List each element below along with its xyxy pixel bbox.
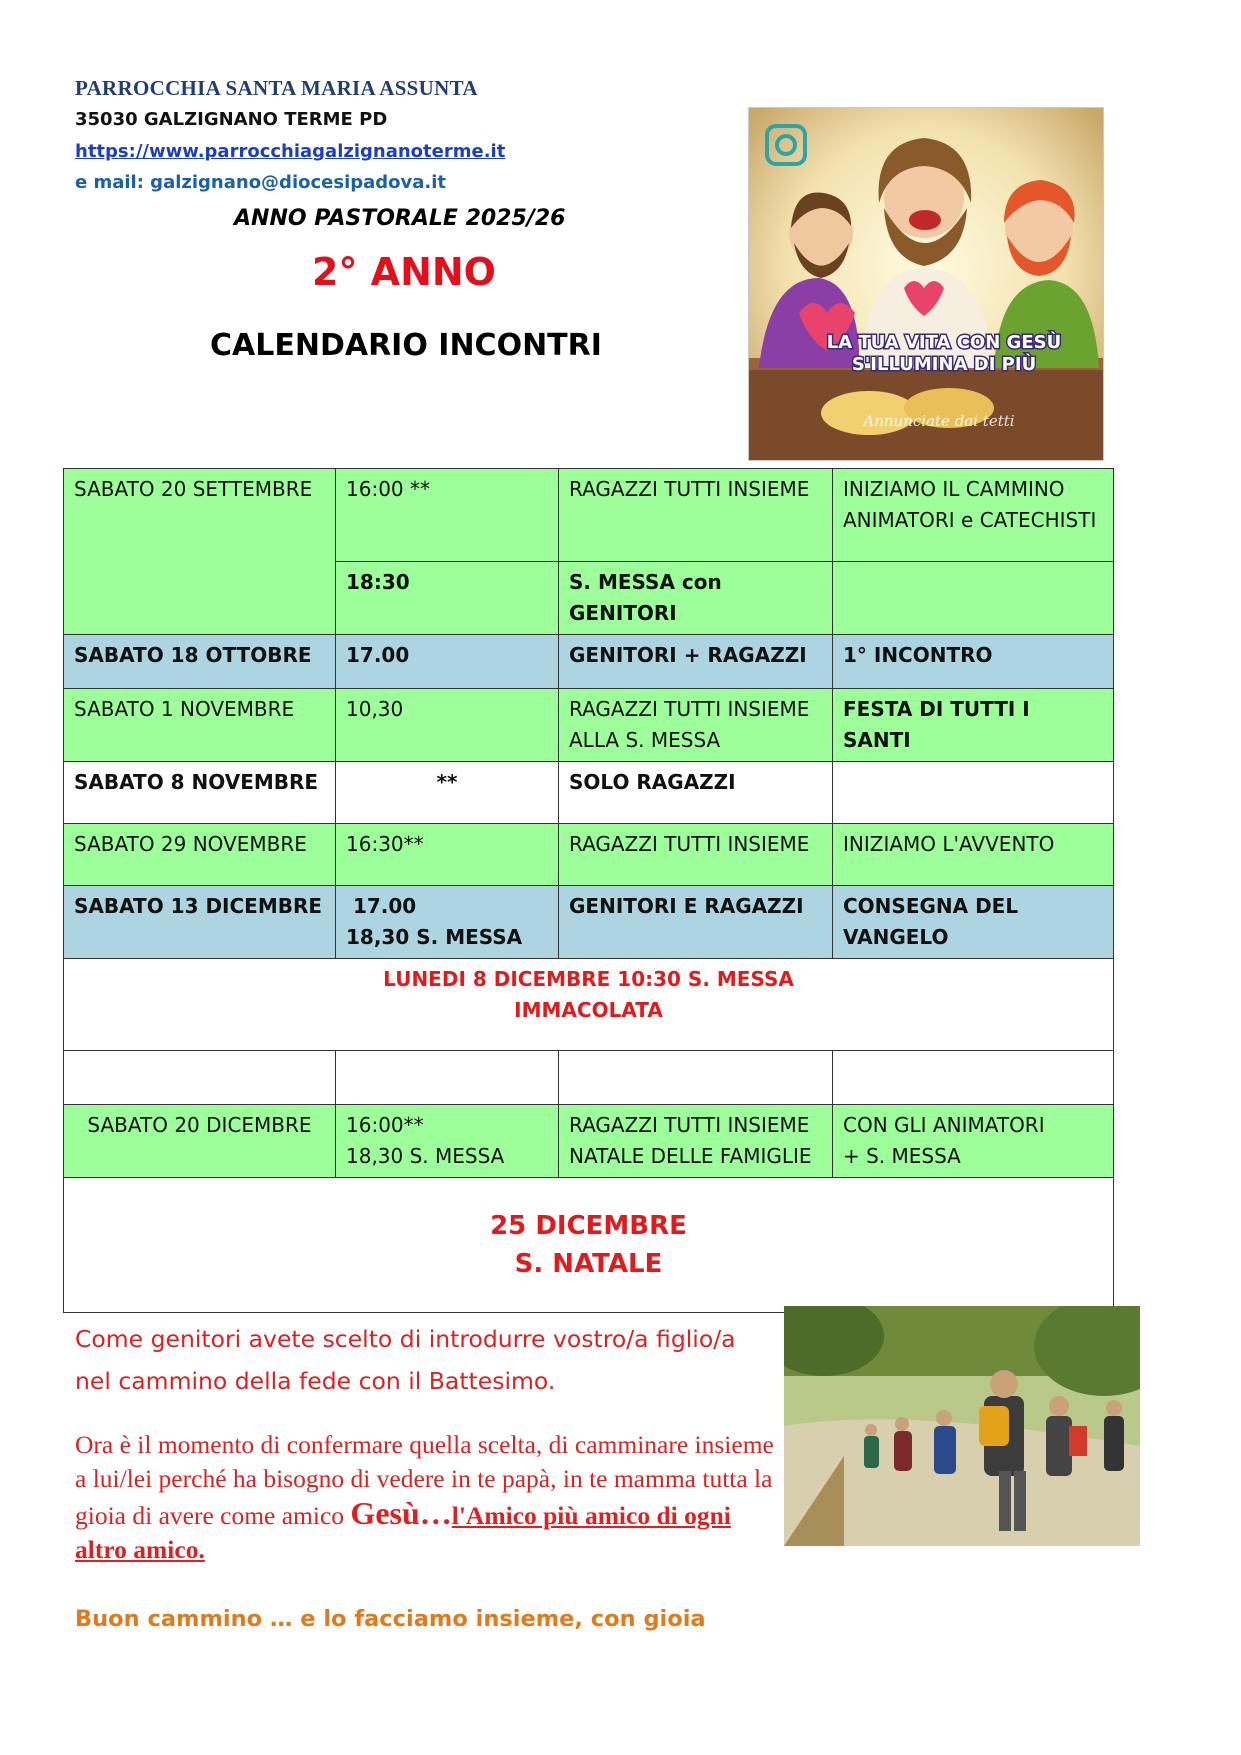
row8-time-cell: [336, 1105, 559, 1178]
message-p2-text: Ora è il momento di confermare quella scelta, di camminare insieme a lui/lei perché ha bisogno di vedere in te papà, in te mamma tutta la gioia di avere come amico: [75, 1430, 774, 1530]
row6-note: INIZIAMO L'AVVENTO: [833, 824, 1114, 886]
row5-who: SOLO RAGAZZI: [559, 762, 833, 824]
immacolata-cell: [64, 959, 1114, 1051]
row4-who: RAGAZZI TUTTI INSIEME ALLA S. MESSA: [559, 689, 833, 762]
row7-time-cell: [336, 886, 559, 959]
message-paragraph-2: [75, 1428, 785, 1567]
poster-line-1: LA TUA VITA CON GESÙ: [826, 332, 1062, 353]
row3-note: 1° INCONTRO: [833, 635, 1114, 689]
parish-name: PARROCCHIA SANTA MARIA ASSUNTA: [75, 76, 478, 100]
message-p2-amico: l'Amico più amico di ogni altro amico.: [75, 1501, 731, 1564]
message-paragraph-1: Come genitori avete scelto di introdurre vostro/a figlio/a nel cammino della fede con il Battesimo.: [75, 1325, 736, 1395]
row3-time: 17.00: [336, 635, 559, 689]
calendar-title: CALENDARIO INCONTRI: [210, 328, 602, 363]
empty-cell: [336, 1051, 559, 1105]
row4-time: 10,30: [336, 689, 559, 762]
row7-date: SABATO 13 DICEMBRE: [64, 886, 336, 959]
poster-illustration: [748, 107, 1104, 461]
row7-note: CONSEGNA DEL VANGELO: [833, 886, 1114, 959]
row8-note-cell: [833, 1105, 1114, 1178]
row5-time: **: [336, 762, 559, 824]
row5-date: SABATO 8 NOVEMBRE: [64, 762, 336, 824]
row1-who: RAGAZZI TUTTI INSIEME: [559, 469, 833, 562]
row7-who: GENITORI E RAGAZZI: [559, 886, 833, 959]
poster-line-2: S'ILLUMINA DI PIÙ: [851, 354, 1037, 375]
row8-note2: + S. MESSA: [843, 1144, 961, 1168]
schedule-table: [63, 468, 1114, 1313]
row2-who: S. MESSA con GENITORI: [559, 562, 833, 635]
natale-line-2: S. NATALE: [514, 1249, 663, 1279]
row8-date: SABATO 20 DICEMBRE: [64, 1105, 336, 1178]
row4-note: FESTA DI TUTTI I SANTI: [833, 689, 1114, 762]
row6-date: SABATO 29 NOVEMBRE: [64, 824, 336, 886]
row3-who: GENITORI + RAGAZZI: [559, 635, 833, 689]
row8-who-cell: [559, 1105, 833, 1178]
immacolata-line-2: IMMACOLATA: [514, 998, 663, 1022]
row5-note: [833, 762, 1114, 824]
closing-line: Buon cammino … e lo facciamo insieme, con gioia: [75, 1606, 706, 1632]
row7-time: 17.00: [346, 894, 417, 918]
row6-who: RAGAZZI TUTTI INSIEME: [559, 824, 833, 886]
row2-note: [833, 562, 1114, 635]
row1-date: SABATO 20 SETTEMBRE: [64, 469, 336, 635]
row8-time2: 18,30 S. MESSA: [346, 1144, 505, 1168]
message-p2-gesu: Gesù…: [350, 1495, 452, 1531]
row4-date: SABATO 1 NOVEMBRE: [64, 689, 336, 762]
website-link[interactable]: https://www.parrocchiagalzignanoterme.it: [75, 141, 506, 162]
parish-address: 35030 GALZIGNANO TERME PD: [75, 109, 388, 130]
row1-time: 16:00 **: [336, 469, 559, 562]
email-text[interactable]: e mail: galzignano@diocesipadova.it: [75, 172, 447, 193]
natale-cell: [64, 1178, 1114, 1313]
row8-note: CON GLI ANIMATORI: [843, 1113, 1045, 1137]
year-heading: 2° ANNO: [312, 250, 496, 294]
row8-time: 16:00**: [346, 1113, 424, 1137]
empty-cell: [559, 1051, 833, 1105]
row1-note: INIZIAMO IL CAMMINO ANIMATORI e CATECHISTI: [833, 469, 1114, 562]
natale-line-1: 25 DICEMBRE: [490, 1211, 687, 1241]
row3-date: SABATO 18 OTTOBRE: [64, 635, 336, 689]
row8-who: RAGAZZI TUTTI INSIEME: [569, 1113, 810, 1137]
immacolata-line-1: LUNEDI 8 DICEMBRE 10:30 S. MESSA: [383, 967, 794, 991]
row7-time2: 18,30 S. MESSA: [346, 925, 523, 949]
row8-who2: NATALE DELLE FAMIGLIE: [569, 1144, 812, 1168]
empty-cell: [64, 1051, 336, 1105]
row2-time: 18:30: [336, 562, 559, 635]
row6-time: 16:30**: [336, 824, 559, 886]
hiking-photo: [784, 1306, 1140, 1546]
poster-caption: Annunciate dai tetti: [863, 412, 1015, 430]
pastoral-year: ANNO PASTORALE 2025/26: [234, 206, 566, 231]
empty-cell: [833, 1051, 1114, 1105]
